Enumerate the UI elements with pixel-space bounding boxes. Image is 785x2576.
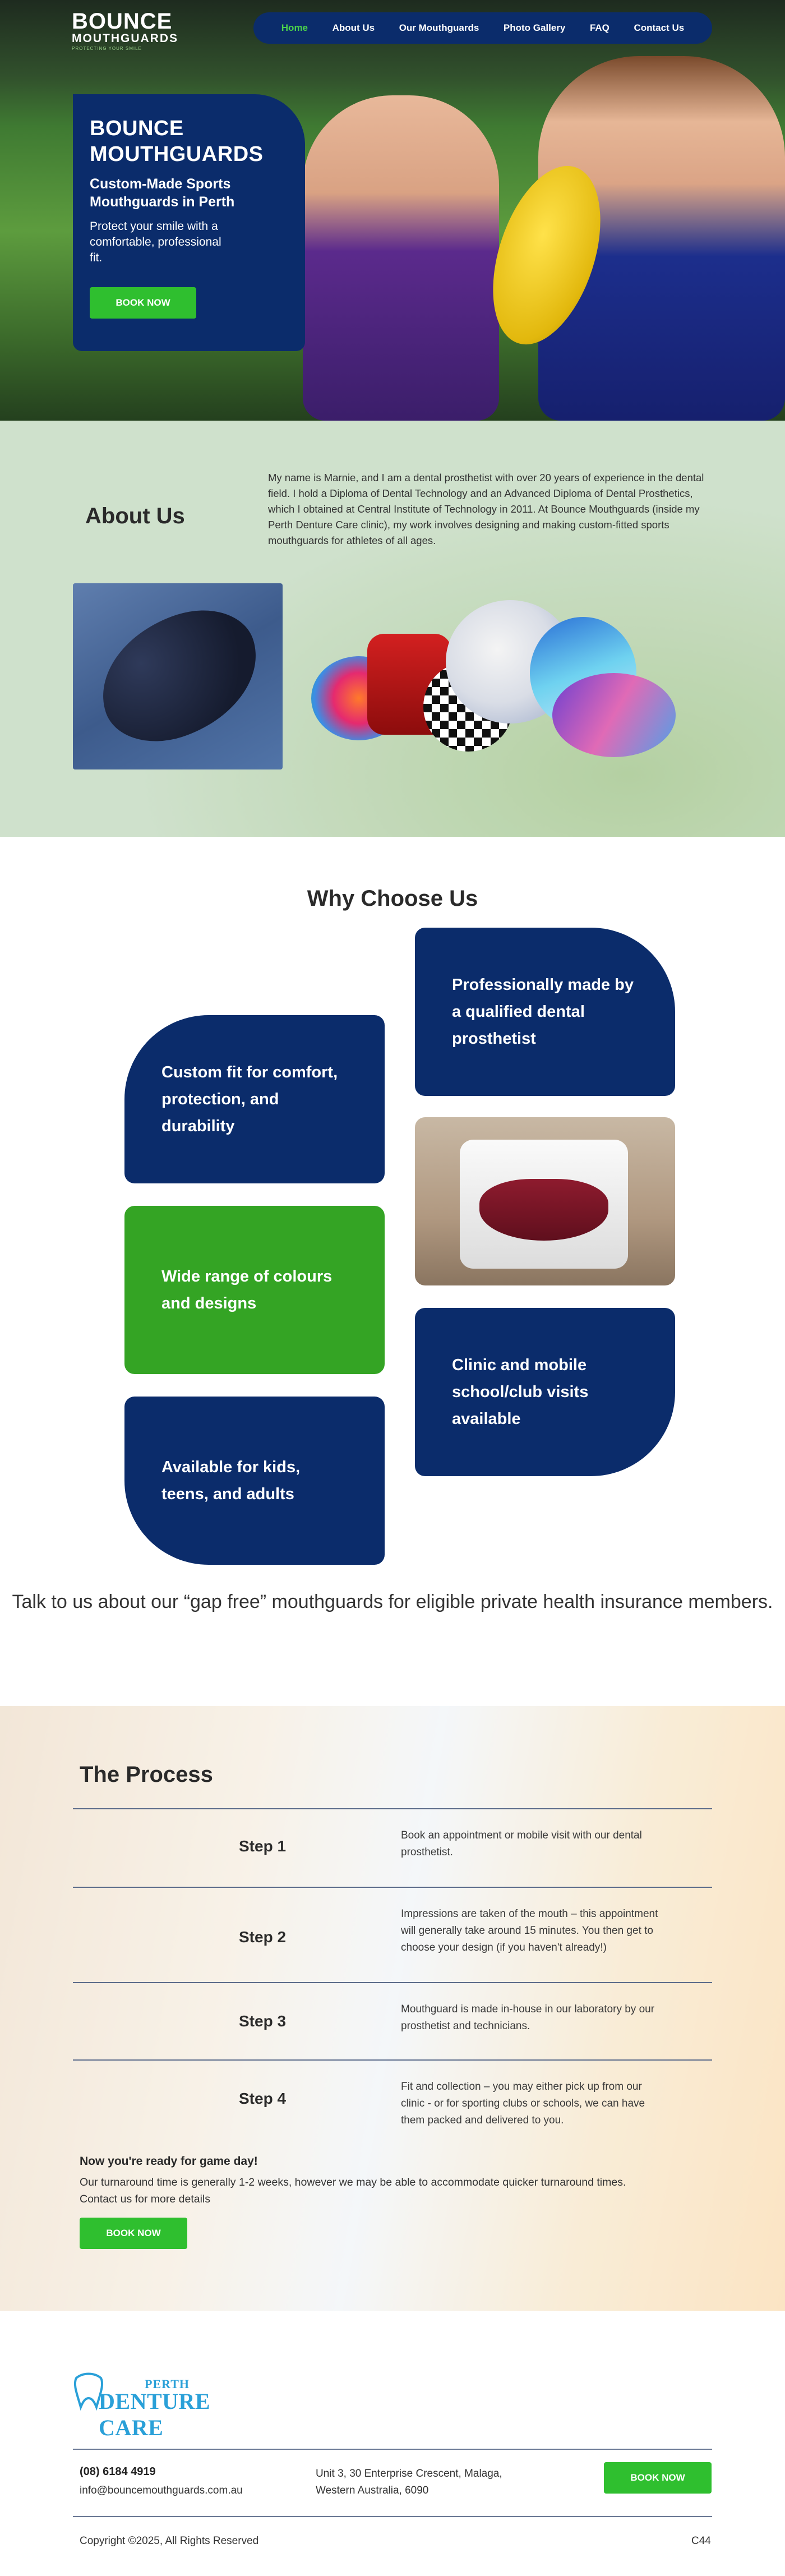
why-choose-us-section	[0, 837, 785, 1706]
logo-tagline: PROTECTING YOUR SMILE	[72, 46, 142, 51]
hero-section	[0, 0, 785, 421]
why-card-all-ages	[124, 1397, 385, 1565]
why-title: Why Choose Us	[307, 886, 478, 911]
process-steps	[73, 1808, 712, 2155]
why-card-text: Available for kids, teens, and adults	[161, 1458, 301, 1503]
about-section	[0, 421, 785, 837]
perth-denture-care-logo[interactable]	[72, 2367, 274, 2440]
why-card-professional	[415, 928, 675, 1096]
logo-perth: PERTH	[145, 2377, 190, 2391]
logo-line2: MOUTHGUARDS	[72, 32, 178, 45]
footer-phone[interactable]: (08) 6184 4919	[80, 2466, 156, 2478]
brand-logo[interactable]	[72, 10, 178, 51]
mouthguard-photo-sparkle	[73, 583, 283, 769]
gap-free-note: Talk to us about our “gap free” mouthguards for eligible private health insurance members.	[12, 1591, 773, 1612]
copyright: Copyright ©2025, All Rights Reserved	[80, 2535, 259, 2547]
process-title: The Process	[80, 1762, 213, 1787]
step-label: Step 2	[239, 1928, 287, 1946]
step-label: Step 1	[239, 1837, 287, 1855]
process-book-now-button[interactable]: BOOK NOW	[80, 2218, 187, 2249]
footer-divider	[73, 2516, 712, 2517]
hero-title: BOUNCE MOUTHGUARDS	[90, 117, 264, 166]
process-step-row	[73, 2059, 712, 2155]
why-card-text: Clinic and mobile school/club visits available	[452, 1356, 589, 1428]
logo-line1: BOUNCE	[72, 9, 173, 34]
game-day-title: Now you're ready for game day!	[80, 2155, 258, 2168]
mouthguard-photo-collection	[311, 583, 676, 769]
nav-about-us[interactable]: About Us	[332, 22, 375, 33]
game-day-text: Our turnaround time is generally 1-2 weeks, however we may be able to accommodate quicker turnaround times. Contact us for more details	[80, 2176, 626, 2205]
why-card-text: Professionally made by a qualified dental prosthetist	[452, 976, 634, 1048]
footer	[0, 2311, 785, 2576]
about-title: About Us	[85, 504, 185, 528]
process-section	[0, 1706, 785, 2311]
nav-faq[interactable]: FAQ	[589, 22, 609, 33]
footer-address: Unit 3, 30 Enterprise Crescent, Malaga, Western Australia, 6090	[316, 2468, 502, 2496]
why-card-text: Wide range of colours and designs	[161, 1268, 333, 1312]
logo-denture-care: DENTURE CARE	[99, 2389, 211, 2440]
process-step-row	[73, 1982, 712, 2059]
hero-text: Protect your smile with a comfortable, professional fit.	[90, 220, 221, 264]
why-card-mobile-visits	[415, 1308, 675, 1476]
footer-book-now-button[interactable]: BOOK NOW	[604, 2462, 712, 2494]
hero-photo-girl	[303, 95, 499, 421]
why-photo-mouthguard-case	[415, 1117, 675, 1285]
step-description: Mouthguard is made in-house in our laboratory by our prosthetist and technicians.	[401, 2003, 655, 2032]
step-label: Step 4	[239, 2090, 287, 2107]
main-nav	[253, 12, 712, 44]
game-day-block	[80, 2155, 696, 2249]
why-card-colours	[124, 1206, 385, 1374]
step-description: Fit and collection – you may either pick up from our clinic - or for sporting clubs or schools, we can have them packed and delivered to you.	[401, 2081, 645, 2126]
footer-badge[interactable]: C44	[691, 2535, 711, 2547]
nav-contact-us[interactable]: Contact Us	[634, 22, 685, 33]
step-label: Step 3	[239, 2012, 287, 2030]
hero-subtitle: Custom-Made Sports Mouthguards in Perth	[90, 176, 235, 210]
step-description: Book an appointment or mobile visit with our dental prosthetist.	[401, 1830, 642, 1858]
about-text: My name is Marnie, and I am a dental prosthetist with over 20 years of experience in the dental field. I hold a Diploma of Dental Technology and an Advanced Diploma of Dental Prosthetics, which I obtained at Central Institute of Technology in 2011. At Bounce Mouthguards (inside my Perth Denture Care clinic), my work involves designing and making custom-fitted sports mouthguards for athletes of all ages.	[268, 472, 704, 546]
process-step-row	[73, 1887, 712, 1982]
hero-book-now-button[interactable]: BOOK NOW	[90, 287, 196, 319]
nav-our-mouthguards[interactable]: Our Mouthguards	[399, 22, 479, 33]
why-card-text: Custom fit for comfort, protection, and durability	[161, 1063, 338, 1135]
step-description: Impressions are taken of the mouth – this appointment will generally take around 15 minutes. You then get to choose your design (if you haven't already!)	[401, 1908, 658, 1953]
hero-card	[73, 94, 305, 351]
footer-divider	[73, 2449, 712, 2450]
footer-email[interactable]: info@bouncemouthguards.com.au	[80, 2485, 243, 2496]
process-step-row	[73, 1808, 712, 1887]
nav-photo-gallery[interactable]: Photo Gallery	[503, 22, 566, 33]
why-card-custom-fit	[124, 1015, 385, 1183]
nav-home[interactable]: Home	[281, 22, 308, 33]
